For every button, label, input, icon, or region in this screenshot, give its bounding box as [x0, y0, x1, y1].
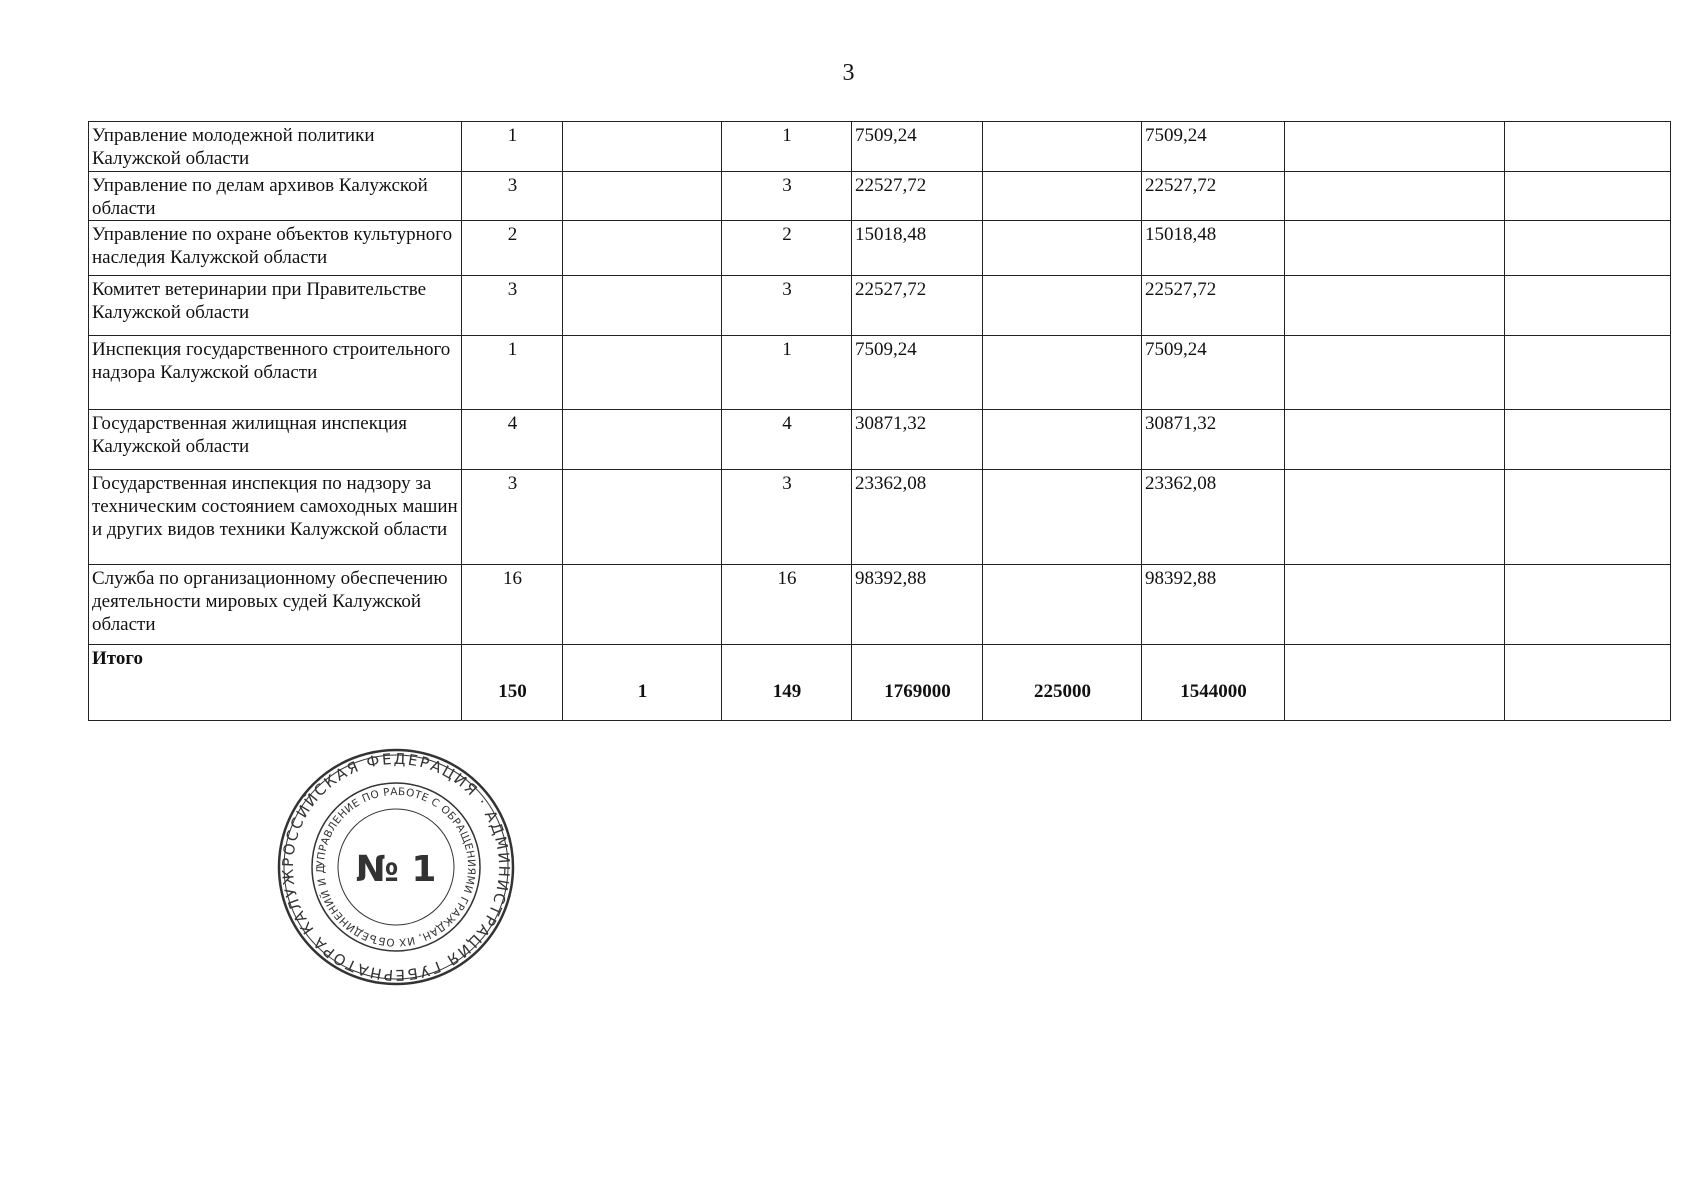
table-row: [89, 470, 1671, 565]
cell-amount: 7509,24: [852, 122, 983, 172]
cell-amount: 15018,48: [852, 221, 983, 276]
cell-col2: [563, 565, 722, 645]
table-row: [89, 172, 1671, 221]
cell-total-count: 4: [462, 410, 563, 470]
seal-inner-text: УПРАВЛЕНИЕ ПО РАБОТЕ С ОБРАЩЕНИЯМИ ГРАЖДАН, ИХ ОБЪЕДИНЕНИЙ И Д: [314, 785, 478, 949]
cell-col2: [563, 221, 722, 276]
cell-col3: 16: [722, 565, 852, 645]
org-name: Управление молодежной политики Калужской области: [89, 122, 462, 172]
cell-col3: 3: [722, 276, 852, 336]
cell-col7: [1285, 276, 1505, 336]
cell-col2: [563, 276, 722, 336]
cell-col3: 1: [722, 336, 852, 410]
cell-col5: [983, 565, 1142, 645]
official-seal: [276, 747, 516, 987]
cell-col2: [563, 122, 722, 172]
cell-col2: [563, 410, 722, 470]
cell-amount-2: 7509,24: [1142, 122, 1285, 172]
cell-col3: 4: [722, 410, 852, 470]
cell-amount-2: 15018,48: [1142, 221, 1285, 276]
org-name: Управление по охране объектов культурного наследия Калужской области: [89, 221, 462, 276]
cell-amount-2: 30871,32: [1142, 410, 1285, 470]
org-name: Управление по делам архивов Калужской области: [89, 172, 462, 221]
table-row: [89, 565, 1671, 645]
cell-col3: 1: [722, 122, 852, 172]
org-name: Служба по организационному обеспечению деятельности мировых судей Калужской области: [89, 565, 462, 645]
total-label: Итого: [89, 645, 462, 721]
org-name: Комитет ветеринарии при Правительстве Калужской области: [89, 276, 462, 336]
cell-col7: [1285, 336, 1505, 410]
cell-col8: [1505, 172, 1671, 221]
seal-graphic: [276, 747, 516, 987]
cell-col3: 3: [722, 172, 852, 221]
cell-col2: [563, 470, 722, 565]
total-row: [89, 645, 1671, 721]
cell-col8: [1505, 221, 1671, 276]
cell-col5: [983, 172, 1142, 221]
cell-col5: [983, 336, 1142, 410]
total-amount: 1769000: [852, 645, 983, 721]
cell-amount: 98392,88: [852, 565, 983, 645]
seal-center-number: № 1: [355, 849, 437, 890]
cell-amount: 22527,72: [852, 276, 983, 336]
cell-amount: 7509,24: [852, 336, 983, 410]
cell-amount: 30871,32: [852, 410, 983, 470]
cell-col5: [983, 122, 1142, 172]
total-amount-2: 1544000: [1142, 645, 1285, 721]
cell-col5: [983, 410, 1142, 470]
cell-col7: [1285, 172, 1505, 221]
cell-total-count: 1: [462, 336, 563, 410]
total-col3: 149: [722, 645, 852, 721]
total-col5: 225000: [983, 645, 1142, 721]
table-row: [89, 276, 1671, 336]
cell-amount-2: 98392,88: [1142, 565, 1285, 645]
cell-amount: 22527,72: [852, 172, 983, 221]
cell-amount-2: 7509,24: [1142, 336, 1285, 410]
cell-col8: [1505, 122, 1671, 172]
cell-col5: [983, 276, 1142, 336]
cell-total-count: 1: [462, 122, 563, 172]
report-table: [88, 121, 1671, 721]
cell-amount-2: 22527,72: [1142, 276, 1285, 336]
cell-col7: [1285, 221, 1505, 276]
total-col8: [1505, 645, 1671, 721]
cell-col5: [983, 470, 1142, 565]
cell-col8: [1505, 336, 1671, 410]
org-name: Государственная жилищная инспекция Калужской области: [89, 410, 462, 470]
page-number: 3: [842, 60, 855, 86]
table-row: [89, 221, 1671, 276]
cell-col8: [1505, 470, 1671, 565]
cell-col8: [1505, 410, 1671, 470]
cell-total-count: 3: [462, 470, 563, 565]
total-count: 150: [462, 645, 563, 721]
cell-amount-2: 23362,08: [1142, 470, 1285, 565]
cell-col3: 3: [722, 470, 852, 565]
cell-total-count: 16: [462, 565, 563, 645]
cell-col2: [563, 172, 722, 221]
seal-outer-text: РОССИЙСКАЯ ФЕДЕРАЦИЯ · АДМИНИСТРАЦИЯ ГУБЕРНАТОРА КАЛУЖ: [278, 749, 514, 985]
table-row: [89, 336, 1671, 410]
table-row: [89, 122, 1671, 172]
cell-total-count: 3: [462, 172, 563, 221]
total-col7: [1285, 645, 1505, 721]
cell-amount: 23362,08: [852, 470, 983, 565]
cell-total-count: 3: [462, 276, 563, 336]
cell-col7: [1285, 565, 1505, 645]
cell-col7: [1285, 470, 1505, 565]
org-name: Государственная инспекция по надзору за техническим состоянием самоходных машин и других видов техники Калужской области: [89, 470, 462, 565]
cell-col7: [1285, 410, 1505, 470]
cell-col3: 2: [722, 221, 852, 276]
cell-col2: [563, 336, 722, 410]
table-row: [89, 410, 1671, 470]
org-name: Инспекция государственного строительного надзора Калужской области: [89, 336, 462, 410]
cell-col8: [1505, 565, 1671, 645]
total-col2: 1: [563, 645, 722, 721]
cell-col5: [983, 221, 1142, 276]
cell-col8: [1505, 276, 1671, 336]
cell-col7: [1285, 122, 1505, 172]
cell-amount-2: 22527,72: [1142, 172, 1285, 221]
cell-total-count: 2: [462, 221, 563, 276]
